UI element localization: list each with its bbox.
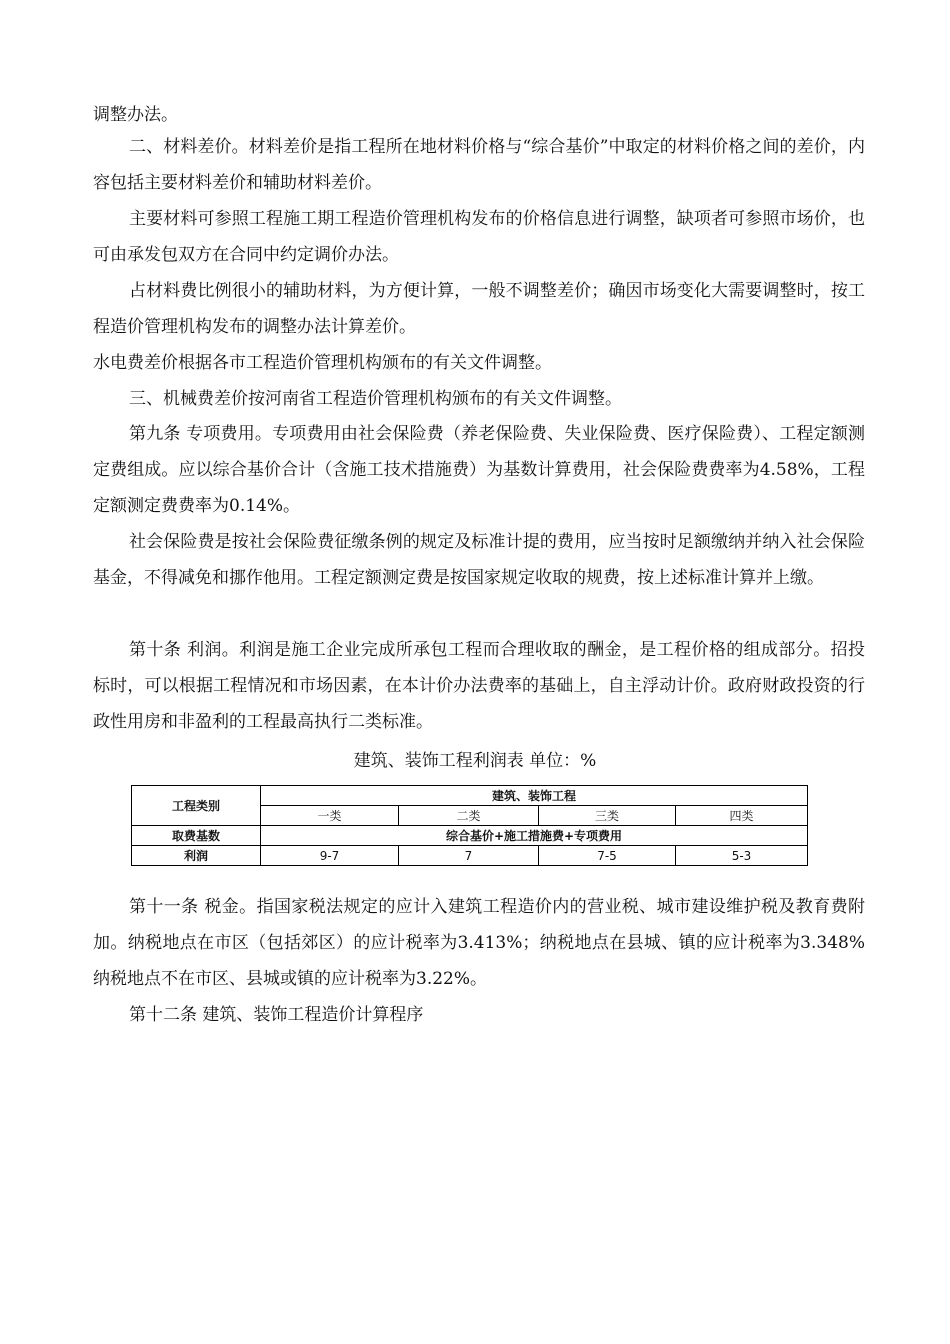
- paragraph-social-insurance: 社会保险费是按社会保险费征缴条例的规定及标准计提的费用，应当按时足额缴纳并纳入社会保险基金，不得减免和挪作他用。工程定额测定费是按国家规定收取的规费，按上述标准计算并上缴。: [93, 532, 865, 588]
- table-header-row: [132, 786, 808, 806]
- table-class-2: 二类: [399, 806, 539, 826]
- table-class-3: 三类: [539, 806, 676, 826]
- paragraph-main-materials: 主要材料可参照工程施工期工程造价管理机构发布的价格信息进行调整，缺项者可参照市场价，也可由承发包双方在合同中约定调价办法。: [93, 209, 865, 265]
- profit-table-caption: 建筑、装饰工程利润表 单位：%: [353, 751, 597, 771]
- table-header-group: 建筑、装饰工程: [261, 786, 808, 806]
- paragraph-adjustment-method: 调整办法。: [93, 105, 178, 125]
- paragraph-article-12-procedure: 第十二条 建筑、装饰工程造价计算程序: [129, 1005, 424, 1025]
- table-row: [132, 846, 808, 866]
- table-profit-label: 利润: [132, 846, 261, 866]
- paragraph-utility-price-difference: 水电费差价根据各市工程造价管理机构颁布的有关文件调整。: [93, 353, 552, 373]
- profit-table: [131, 785, 808, 866]
- table-profit-class-2: 7: [399, 846, 539, 866]
- table-profit-class-3: 7-5: [539, 846, 676, 866]
- paragraph-auxiliary-materials: 占材料费比例很小的辅助材料，为方便计算，一般不调整差价；确因市场变化大需要调整时，按工程造价管理机构发布的调整办法计算差价。: [93, 281, 865, 337]
- table-class-4: 四类: [676, 806, 808, 826]
- table-base-value: 综合基价+施工措施费+专项费用: [261, 826, 808, 846]
- table-row: [132, 826, 808, 846]
- paragraph-article-10-profit: 第十条 利润。利润是施工企业完成所承包工程而合理收取的酬金，是工程价格的组成部分。招投标时，可以根据工程情况和市场因素，在本计价办法费率的基础上，自主浮动计价。政府财政投资的行政性用房和非盈利的工程最高执行二类标准。: [93, 640, 865, 732]
- table-class-1: 一类: [261, 806, 399, 826]
- table-base-label: 取费基数: [132, 826, 261, 846]
- paragraph-material-price-difference: 二、材料差价。材料差价是指工程所在地材料价格与“综合基价”中取定的材料价格之间的差价，内容包括主要材料差价和辅助材料差价。: [93, 137, 865, 193]
- paragraph-article-11-tax: 第十一条 税金。指国家税法规定的应计入建筑工程造价内的营业税、城市建设维护税及教育费附加。纳税地点在市区（包括郊区）的应计税率为3.413%；纳税地点在县城、镇的应计税率为3.348%纳税地点不在市区、县城或镇的应计税率为3.22%。: [93, 897, 865, 989]
- table-header-category: 工程类别: [132, 786, 261, 826]
- paragraph-article-9-special-fees: 第九条 专项费用。专项费用由社会保险费（养老保险费、失业保险费、医疗保险费）、工程定额测定费组成。应以综合基价合计（含施工技术措施费）为基数计算费用，社会保险费费率为4.58%，工程定额测定费费率为0.14%。: [93, 424, 865, 516]
- paragraph-machinery-price-difference: 三、机械费差价按河南省工程造价管理机构颁布的有关文件调整。: [129, 389, 622, 409]
- table-profit-class-4: 5-3: [676, 846, 808, 866]
- table-profit-class-1: 9-7: [261, 846, 399, 866]
